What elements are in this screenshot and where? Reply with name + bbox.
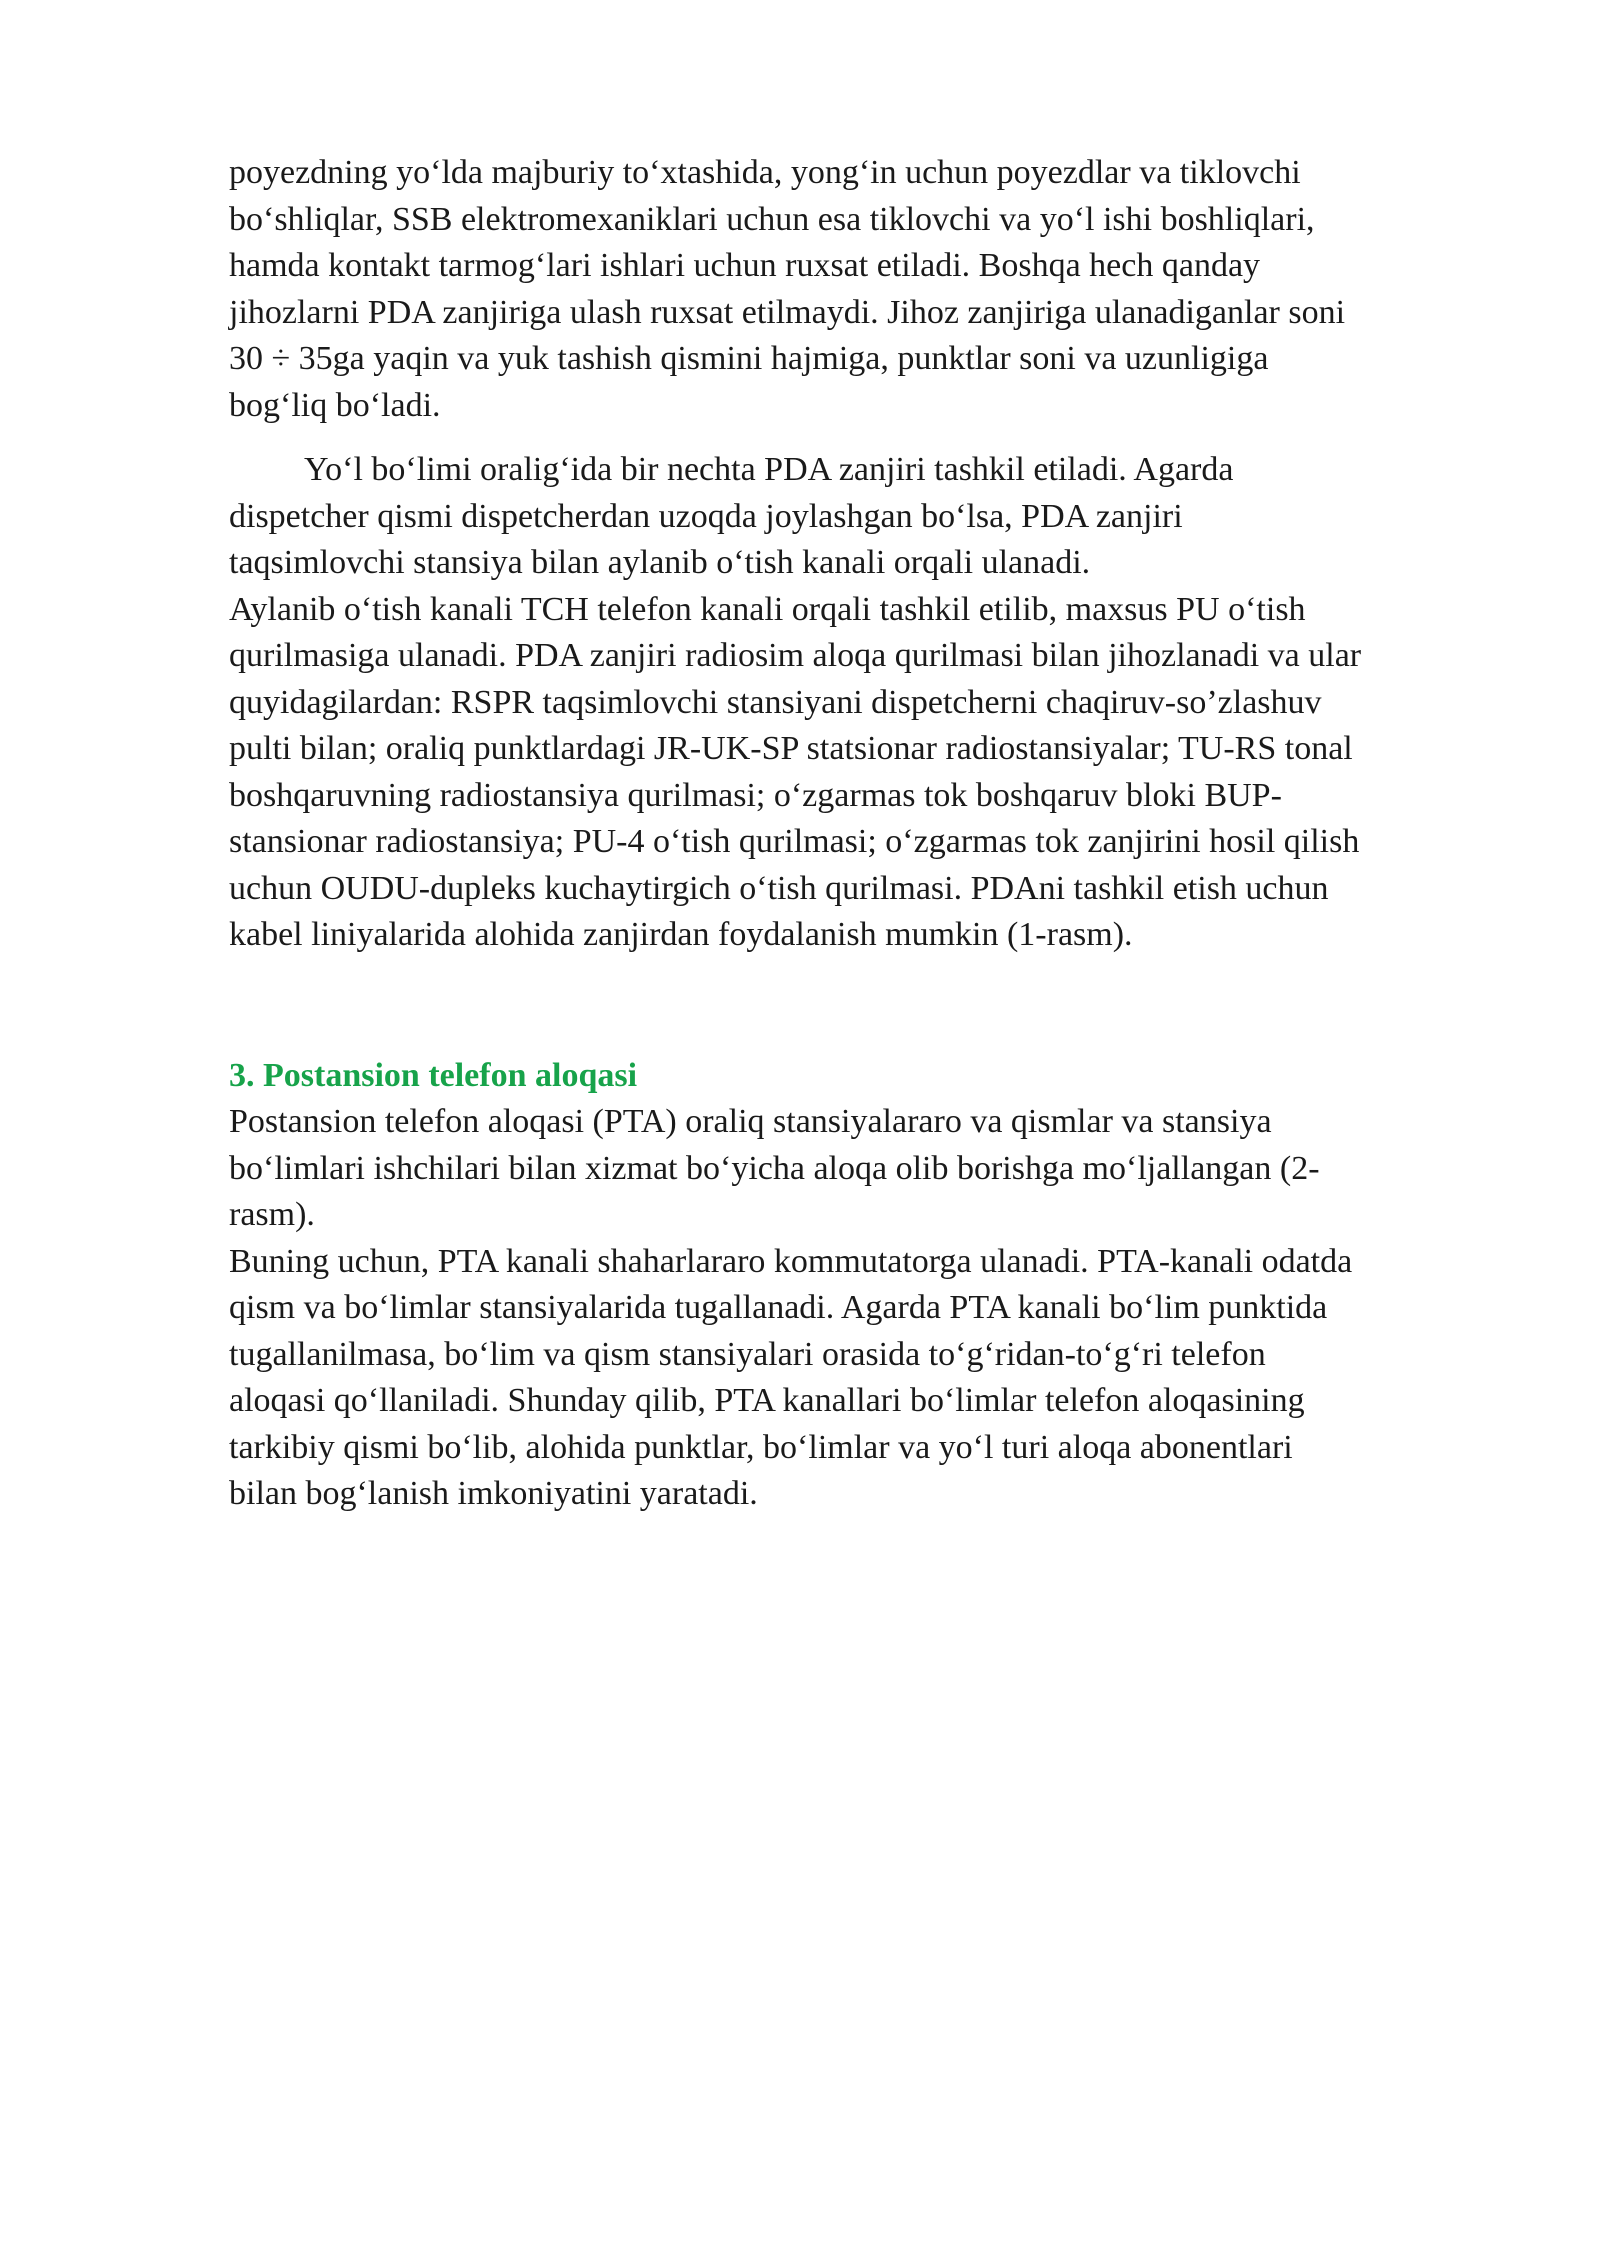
text-line: tugallanilmasa, bo‘lim va qism stansiyalari orasida to‘g‘ridan-to‘g‘ri telefon [229, 1335, 1266, 1373]
text-line: dispetcher qismi dispetcherdan uzoqda joylashgan bo‘lsa, PDA zanjiri [229, 497, 1183, 535]
text-line: taqsimlovchi stansiya bilan aylanib o‘tish kanali orqali ulanadi. [229, 544, 1091, 581]
document-body [229, 150, 1499, 1518]
text-line: Yo‘l bo‘limi oralig‘ida bir nechta PDA zanjiri tashkil etiladi. Agarda [304, 451, 1234, 488]
text-line: tarkibiy qismi bo‘lib, alohida punktlar, bo‘limlar va yo‘l turi aloqa abonentlari [229, 1428, 1293, 1466]
text-line: bo‘shliqlar, SSB elektromexaniklari uchun esa tiklovchi va yo‘l ishi boshliqlari, [229, 200, 1315, 238]
text-line: Buning uchun, PTA kanali shaharlararo kommutatorga ulanadi. PTA-kanali odatda [229, 1242, 1353, 1280]
text-line: kabel liniyalarida alohida zanjirdan foydalanish mumkin (1-rasm). [229, 916, 1133, 953]
text-line: uchun OUDU-dupleks kuchaytirgich o‘tish qurilmasi. PDAni tashkil etish uchun [229, 869, 1329, 907]
text-line: Postansion telefon aloqasi (PTA) oraliq stansiyalararo va qismlar va stansiya [229, 1103, 1272, 1140]
text-line: bilan bog‘lanish imkoniyatini yaratadi. [229, 1475, 758, 1512]
text-line: 30 ÷ 35ga yaqin va yuk tashish qismini hajmiga, punktlar soni va uzunligiga [229, 340, 1269, 377]
paragraph-pta-definition [229, 1099, 1499, 1239]
text-line: bog‘liq bo‘ladi. [229, 386, 441, 424]
paragraph-bypass-channel [229, 587, 1499, 959]
paragraph-pta-channel [229, 1239, 1499, 1518]
text-line: Aylanib o‘tish kanali TCH telefon kanali orqali tashkil etilib, maxsus PU o‘tish [229, 590, 1306, 628]
text-line: aloqasi qo‘llaniladi. Shunday qilib, PTA kanallari bo‘limlar telefon aloqasining [229, 1382, 1305, 1419]
text-line: hamda kontakt tarmog‘lari ishlari uchun ruxsat etiladi. Boshqa hech qanday [229, 247, 1261, 284]
text-line: boshqaruvning radiostansiya qurilmasi; o‘zgarmas tok boshqaruv bloki BUP- [229, 776, 1282, 814]
text-line: jihozlarni PDA zanjiriga ulash ruxsat etilmaydi. Jihoz zanjiriga ulanadiganlar soni [229, 293, 1346, 331]
text-line: poyezdning yo‘lda majburiy to‘xtashida, yong‘in uchun poyezdlar va tiklovchi [229, 154, 1301, 191]
text-line: bo‘limlari ishchilari bilan xizmat bo‘yicha aloqa olib borishga mo‘ljallangan (2- [229, 1149, 1320, 1187]
paragraph-pda-chains [229, 447, 1499, 587]
text-line: rasm). [229, 1196, 315, 1233]
text-line: quyidagilardan: RSPR taqsimlovchi stansiyani dispetcherni chaqiruv-so’zlashuv [229, 683, 1322, 721]
paragraph-equipment-permission [229, 150, 1499, 429]
section-heading: 3. Postansion telefon aloqasi [229, 1056, 638, 1094]
text-line: pulti bilan; oraliq punktlardagi JR-UK-SP statsionar radiostansiyalar; TU-RS tonal [229, 730, 1353, 767]
text-line: stansionar radiostansiya; PU-4 o‘tish qurilmasi; o‘zgarmas tok zanjirini hosil qilish [229, 823, 1360, 860]
text-line: qurilmasiga ulanadi. PDA zanjiri radiosim aloqa qurilmasi bilan jihozlanadi va ular [229, 637, 1362, 674]
text-line: qism va bo‘limlar stansiyalarida tugallanadi. Agarda PTA kanali bo‘lim punktida [229, 1289, 1328, 1326]
